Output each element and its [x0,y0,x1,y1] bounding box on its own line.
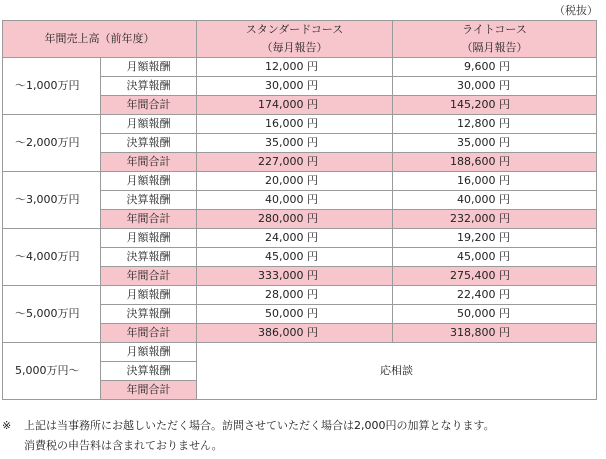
fee-type-label: 決算報酬 [101,77,197,96]
header-light-course [393,21,597,58]
light-course-amount: 45,000 円 [393,248,597,267]
note-mark: ※ [2,419,12,432]
standard-course-amount: 16,000 円 [197,115,393,134]
fee-type-label: 月額報酬 [101,343,197,362]
fee-type-label: 月額報酬 [101,115,197,134]
light-course-amount: 40,000 円 [393,191,597,210]
standard-course-amount: 174,000 円 [197,96,393,115]
sales-range-cell: ～3,000万円 [3,172,101,229]
fee-type-label: 年間合計 [101,324,197,343]
fee-row [3,286,597,305]
footnotes [2,416,602,456]
fee-type-label: 年間合計 [101,210,197,229]
standard-course-amount: 30,000 円 [197,77,393,96]
light-course-amount: 35,000 円 [393,134,597,153]
standard-course-amount: 20,000 円 [197,172,393,191]
standard-course-amount: 12,000 円 [197,58,393,77]
fee-row [3,58,597,77]
light-course-amount: 275,400 円 [393,267,597,286]
light-course-amount: 232,000 円 [393,210,597,229]
header-standard-subtitle: （毎月報告） [261,41,328,54]
light-course-amount: 145,200 円 [393,96,597,115]
fee-type-label: 月額報酬 [101,286,197,305]
fee-row [3,343,597,362]
standard-course-amount: 333,000 円 [197,267,393,286]
sales-range-cell: ～5,000万円 [3,286,101,343]
standard-course-amount: 50,000 円 [197,305,393,324]
fee-type-label: 月額報酬 [101,58,197,77]
light-course-amount: 22,400 円 [393,286,597,305]
fee-row [3,229,597,248]
fee-type-label: 決算報酬 [101,248,197,267]
standard-course-amount: 227,000 円 [197,153,393,172]
fee-type-label: 決算報酬 [101,362,197,381]
fee-type-label: 年間合計 [101,267,197,286]
sales-range-cell: 5,000万円～ [3,343,101,400]
standard-course-amount: 386,000 円 [197,324,393,343]
header-light-subtitle: （隔月報告） [461,41,528,54]
header-annual-sales-label: 年間売上高（前年度） [44,32,155,45]
consultation-cell: 応相談 [197,343,597,400]
fee-type-label: 決算報酬 [101,134,197,153]
light-course-amount: 30,000 円 [393,77,597,96]
light-course-amount: 12,800 円 [393,115,597,134]
header-standard-course [197,21,393,58]
fee-row [3,172,597,191]
header-standard-title: スタンダードコース [245,23,344,36]
light-course-amount: 16,000 円 [393,172,597,191]
fee-type-label: 月額報酬 [101,229,197,248]
tax-excluded-note: （税抜） [554,4,598,17]
light-course-amount: 19,200 円 [393,229,597,248]
sales-range-cell: ～1,000万円 [3,58,101,115]
standard-course-amount: 45,000 円 [197,248,393,267]
fee-type-label: 決算報酬 [101,191,197,210]
standard-course-amount: 40,000 円 [197,191,393,210]
standard-course-amount: 35,000 円 [197,134,393,153]
standard-course-amount: 280,000 円 [197,210,393,229]
sales-range-cell: ～2,000万円 [3,115,101,172]
fee-row [3,115,597,134]
light-course-amount: 9,600 円 [393,58,597,77]
fee-type-label: 年間合計 [101,153,197,172]
light-course-amount: 188,600 円 [393,153,597,172]
footnote-text-1: 上記は当事務所にお越しいただく場合。訪問させていただく場合は2,000円の加算となります。 [24,419,495,432]
header-row [3,21,597,58]
header-annual-sales [3,21,197,58]
fee-table [2,20,597,400]
header-light-title: ライトコース [462,23,527,36]
fee-type-label: 年間合計 [101,96,197,115]
fee-type-label: 月額報酬 [101,172,197,191]
sales-range-cell: ～4,000万円 [3,229,101,286]
light-course-amount: 50,000 円 [393,305,597,324]
footnote-line-2: 消費税の申告料は含まれておりません。 [24,439,223,452]
standard-course-amount: 24,000 円 [197,229,393,248]
footnote-line-1 [2,416,602,436]
standard-course-amount: 28,000 円 [197,286,393,305]
light-course-amount: 318,800 円 [393,324,597,343]
fee-type-label: 年間合計 [101,381,197,400]
fee-type-label: 決算報酬 [101,305,197,324]
